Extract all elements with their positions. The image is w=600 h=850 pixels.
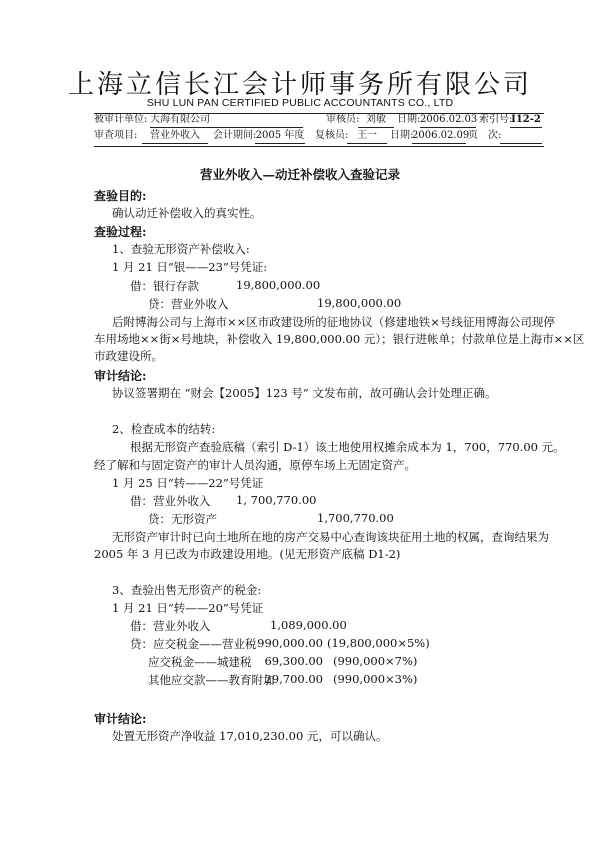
client-label: 被审计单位: xyxy=(94,114,148,125)
section2-credit-amount: 1,700,770.00 xyxy=(317,511,394,525)
section1-debit-amount: 19,800,000.00 xyxy=(236,278,321,292)
firm-name-english: SHU LUN PAN CERTIFIED PUBLIC ACCOUNTANTS CO., LTD xyxy=(146,97,454,109)
index-label: 索引号: xyxy=(479,114,513,125)
section1-debit-account: 借：银行存款 xyxy=(130,279,199,293)
section1-credit-account: 贷：营业外收入 xyxy=(148,297,229,311)
section2-credit-account: 贷：无形资产 xyxy=(148,512,217,526)
firm-name-chinese: 上海立信长江会计师事务所有限公司 xyxy=(67,70,532,100)
section3-credit1-account: 贷：应交税金——营业税 xyxy=(130,637,257,651)
section3-heading: 3、查验出售无形资产的税金: xyxy=(112,583,262,597)
conclusion2-text: 处置无形资产净收益 17,010,230.00 元，可以确认。 xyxy=(112,729,388,743)
section3-credit2-account: 应交税金——城建税 xyxy=(148,655,252,669)
date2-value: 2006.02.09 xyxy=(412,129,466,144)
section3-credit1-calc: (19,800,000×5%) xyxy=(327,636,430,650)
section1-note-line1: 后附博海公司与上海市××区市政建设所的征地协议（修建地铁×号线征用博海公司现停 xyxy=(112,315,555,329)
period-label: 会计期间: xyxy=(213,130,257,141)
auditor-value: 刘敏 xyxy=(358,113,394,128)
audit-item-value: 营业外收入 xyxy=(142,129,208,144)
reviewer-value: 王一 xyxy=(347,129,387,144)
objective-heading: 查验目的: xyxy=(94,189,147,203)
audit-item-label: 审查项目: xyxy=(94,130,138,141)
index-value: I12-2 xyxy=(510,113,542,128)
section1-heading: 1、查验无形资产补偿收入: xyxy=(112,242,250,256)
date2-label: 日期: xyxy=(390,130,414,141)
client-value: 大海有限公司 xyxy=(150,113,303,128)
section3-credit1-amount: 990,000.00 xyxy=(257,636,323,650)
conclusion2-heading: 审计结论: xyxy=(94,712,147,726)
period-value: 2005 年度 xyxy=(255,129,305,144)
section1-note-line2: 车用场地××街×号地块，补偿收入 19,800,000.00 元）；银行进帐单；付款单位是上海市××区 xyxy=(94,332,585,346)
section2-note-line2: 2005 年 3 月已改为市政建设用地。(见无形资产底稿 D1-2) xyxy=(94,547,401,561)
section2-note-line1: 无形资产审计时已向土地所在地的房产交易中心查询该块征用土地的权属，查询结果为 xyxy=(112,530,549,544)
section3-credit2-amount: 69,300.00 xyxy=(264,654,323,668)
objective-text: 确认动迁补偿收入的真实性。 xyxy=(112,206,262,220)
page-value xyxy=(500,129,542,144)
section2-debit-account: 借：营业外收入 xyxy=(130,494,211,508)
section3-debit-account: 借：营业外收入 xyxy=(130,619,211,633)
section1-voucher: 1 月 21 日“银——23”号凭证: xyxy=(112,260,268,274)
section2-voucher: 1 月 25 日“转——22”号凭证 xyxy=(112,476,264,490)
section3-voucher: 1 月 21 日“转——20”号凭证 xyxy=(112,601,264,615)
section2-debit-amount: 1, 700,770.00 xyxy=(236,493,317,507)
section2-heading: 2、检查成本的结转: xyxy=(112,422,216,436)
page-label: 页 次: xyxy=(468,130,502,141)
section3-credit2-calc: (990,000×7%) xyxy=(333,654,418,668)
section2-para-line2: 经了解和与固定资产的审计人员沟通，原停车场上无固定资产。 xyxy=(94,458,416,472)
reviewer-label: 复核员: xyxy=(315,130,349,141)
date1-value: 2006.02.03 xyxy=(420,113,476,128)
auditor-label: 审核员: xyxy=(326,114,360,125)
process-heading: 查验过程: xyxy=(94,225,147,239)
section1-credit-amount: 19,800,000.00 xyxy=(317,296,402,310)
section3-debit-amount: 1,089,000.00 xyxy=(270,618,347,632)
section1-note-line3: 市政建设所。 xyxy=(94,349,163,363)
section3-credit3-calc: (990,000×3%) xyxy=(333,672,418,686)
header-bottom-rule xyxy=(94,146,544,147)
section2-para-line1: 根据无形资产查验底稿（索引 D-1）该土地使用权摊余成本为 1，700，770.00 元。 xyxy=(130,440,565,454)
section3-credit3-amount: 29,700.00 xyxy=(264,672,323,686)
section3-credit3-account: 其他应交款——教育附加 xyxy=(148,673,275,687)
date1-label: 日期: xyxy=(397,114,421,125)
conclusion1-text: 协议签署期在 “财会【2005】123 号” 文发布前，故可确认会计处理正确。 xyxy=(112,386,497,400)
document-title: 营业外收入—动迁补偿收入查验记录 xyxy=(199,167,400,182)
conclusion1-heading: 审计结论: xyxy=(94,369,147,383)
